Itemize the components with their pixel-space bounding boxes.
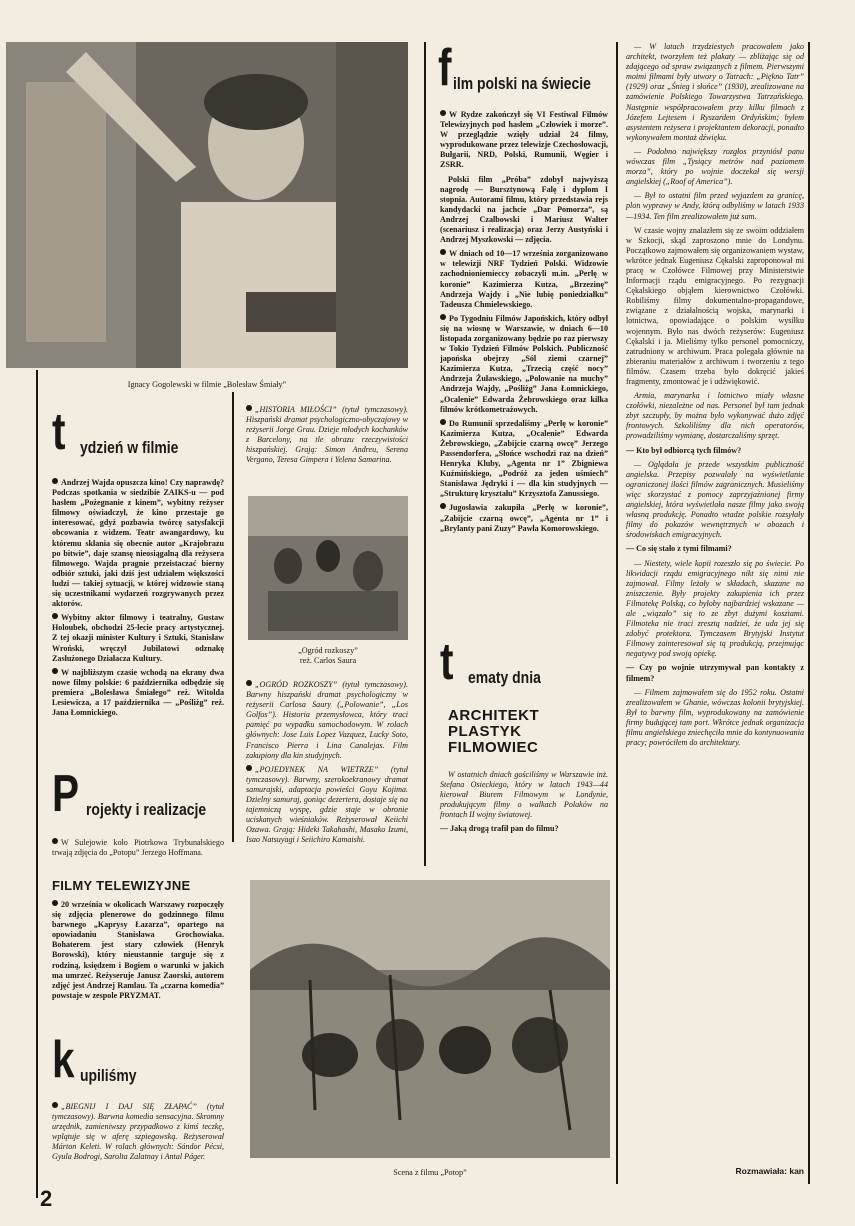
section-kupilismy: „BIEGNIJ I DAJ SIĘ ZŁAPAĆ” (tytuł tymczasowy). Barwna komedia sensacyjna. Skromny urzędnik, zamieniwszy przypadkowo z kimś teczkę, wplątuje się w aferę szpiegowską. Reżyserował Márton Keleti. W rolach głównych: Sándor Pécsi, Gyula Bodrogi, Sarolta Zalatnay i Antal Páger.	[52, 1102, 224, 1162]
heading-tematy-dnia: t ematy dnia	[440, 633, 541, 691]
interview-signature: Rozmawiała: kan	[735, 1166, 804, 1176]
column-rule-right	[616, 42, 618, 1184]
heading-film-polski-na-swiecie: f ilm polski na świecie	[438, 39, 592, 97]
column-rule-left	[36, 370, 38, 1198]
photo-ogrod-rozkoszy	[248, 496, 408, 640]
column-rule-far-right	[808, 42, 810, 1184]
photo-caption-ogrod: „Ogród rozkoszy” reż. Carlos Saura	[298, 646, 358, 665]
photo-caption-top: Ignacy Gogolewski w filmie „Bolesław Śmiały”	[127, 380, 287, 389]
heading-tydzien-w-filmie: t ydzień w filmie	[52, 403, 179, 461]
photo-potop	[250, 880, 610, 1158]
section-filmy-telewizyjne: 20 września w okolicach Warszawy rozpoczęły się zdjęcia plenerowe do godzinnego filmu barwnego „Kaprysy Łazarza”, opartego na opowiadaniu Stanisława Grochowiaka. Bohaterem jest stary człowiek (Henryk Borowski), który nieustannie targuje się z rodziną, księdzem i Bogiem o warunki w jakich ma umrzeć. Reżyseruje Janusz Zaorski, autorem zdjęć jest Andrzej Ramlau. Ta „czarna komedia” powstaje w zespole PRYZMAT.	[52, 900, 224, 1000]
section-film-polski-na-swiecie: W Rydze zakończył się VI Festiwal Filmów Telewizyjnych pod hasłem „Człowiek i morze”. W przeglądzie wzięły udział 24 filmy, wyprodukowane przez telewizje Czechosłowacji, Bułgarii, NRD, Polski, Rumunii, Węgier i ZSRR. Polski film „Próba” zdobył najwyższą nagrodę — Bursztynową Falę i dyplom I stopnia. Autorami filmu, który przedstawia rejs kandydacki na jachcie „Dar Pomorza”, są Andrzej Czalbowski i Mariusz Walter (scenariusz i realizacja) oraz Jerzy Austyński i Andrzej Myszkowski — zdjęcia. W dniach od 10—17 września zorganizowano w telewizji NRF Tydzień Polski. Widzowie zachodnioniemieccy zobaczyli m.in. „Perłę w koronie” Kazimierza Kutza, „Brzezinę” Andrzeja Wajdy i „Nie lubię poniedziałku” Tadeusza Chmielewskiego. Po Tygodniu Filmów Japońskich, który odbył się na wiosnę w Warszawie, w dniach 6—10 listopada zorganizowany będzie po raz pierwszy w Tokio Tydzień Filmów Polskich. Publiczność japońska obejrzy „Sól ziemi czarnej” Kazimierza Kutza, „Trzecią część nocy” Andrzeja Żuławskiego, „Polowanie na muchy” Andrzeja Wajdy, „Pośliżg” Jana Łomnickiego, „Ocalenie” Edwarda Żebrowskiego oraz kilka filmów krótkometrażowych. Do Rumunii sprzedaliśmy „Perłę w koronie” Kazimierza Kutza, „Ocalenie” Edwarda Żebrowskiego, „Zabijcie czarną owcę” Jerzego Passendorfera, „Słońce wschodzi raz na dzień” Henryka Kluby, „Agenta nr 1” Zbigniewa Kuźmińskiego, „Podróż za jeden uśmiech” Stanisława Jędryki i — dla kin studyjnych — „Strukturę kryształu” Krzysztofa Zanussiego. Jugosławia zakupiła „Perłę w koronie”, „Zabijcie czarną owcę”, „Agenta nr 1” i „Brylanty pani Zuzy” Pawła Komorowskiego.	[440, 110, 608, 533]
page-number: 2	[40, 1186, 53, 1211]
section-interview: — W latach trzydziestych pracowałem jako architekt, tworzyłem też plakaty — zbliżając się od zdającego od spraw związanych z filmem. Pierwszymi moimi filmami były utwory o Tatrach: „Piękno Tatr” (1929) oraz „Śnieg i słońce” (1930), zrealizowane na zamówienie Polskiego Towarzystwa Tatrzańskiego. Następnie współpracowałem przy kilku filmach z Józefem Lejtesem i Ryszardem Ordyńskim; byłem asystentem reżysera i projektantem dekoracji, ponadto wykonywałem montaż dźwięku. — Podobno największy rozgłos przyniósł panu wówczas film „Tysiący metrów nad poziomem morza”, który po wojnie doczekał się wersji angielskiej („Roof of America”). — Był to ostatni film przed wyjazdem za granicę, plon wyprawy w Andy, którą odbyliśmy w latach 1933—1934. Ten film zrealizowałem już sam. W czasie wojny znalazłem się ze swoim oddziałem w Szkocji, skąd zaproszono mnie do Londynu. Początkowo zajmowałem się organizowaniem wystaw, wkrótce jednak Eugeniusz Cękalski zaproponował mi pracę w Czołówce Filmowej przy Ministerstwie Informacji rządu emigracyjnego. Po rezygnacji Cękalskiego objąłem kierownictwo Czołówki. Robiliśmy filmy dokumentalno-propagandowe, związane z działalnością wojska, marynarki i lotnictwa, opowiadające o polskim wysiłku wojennym. Było nas dwóch reżyserów: Eugeniusz Cękalski i ja. Mieliśmy tylko personel pomocniczy, zatrudniony w archiwum. Praca polegała głównie na zbieraniu materiałów z archiwum i tworzeniu z tego filmów. Czasem trzeba było dokręcić jakieś fragmenty, zmontować je i udźwiękowić. Armia, marynarka i lotnictwo miały własne czołówki, niezależne od nas. Personel był tam jednak zbyt szczupły, by można było wykonywać dużo zdjęć frontowych. Szkoliliśmy dla nich operatorów, prowadziliśmy wymianę, dostarczaliśmy sprzęt. — Kto był odbiorcą tych filmów? — Oglądała je przede wszystkim publiczność angielska. Przepisy pozwalały na wyświetlanie ograniczonej ilości filmów zagranicznych. Musieliśmy więc skorzystać z pomocy zaprzyjaźnionej firmy angielskiej, która wyświetlała nasze filmy jako swoją własną produkcję. Ponadto wtadze polskie rozsyłały filmy do pokazów wewnętrznych w obozach i środowiskach emigracyjnych. — Co się stało z tymi filmami? — Niestety, wiele kopii rozeszło się po świecie. Po likwidacji rządu emigracyjnego nikt się nimi nie zajmował. Filmy leżały w składach, skazane na zniszczenie. Były projekty zakupienia ich przez Filmotekę Polską, co byłoby najbardziej wskazane — ale „wiązało” się to ze zbyt dużymi kosztami. Filmoteka nie traci zresztą nadziei, że uda jej się zdobyć protektora. Tymczasem Brytyjski Instytut Filmowy zainteresował się tą produkcją, przejmując negatywy pod swoją opiekę. — Czy po wojnie utrzymywał pan kontakty z filmem? — Filmem zajmowałem się do 1952 roku. Ostatni zrealizowałem w Ghanie, wówczas kolonii brytyjskiej. Był to barwny film, wyprodukowany na zamówienie firmy budującej tam port. Wkrótce jednak organizacja filmu angielskiego zniechęciła mnie do kontynuowania pracy; powróciłem do architektury.	[626, 42, 805, 748]
heading-filmy-telewizyjne: FILMY TELEWIZYJNE	[52, 878, 191, 893]
section-projekty: W Sulejowie koło Piotrkowa Trybunalskiego trwają zdjęcia do „Potopu” Jerzego Hoffmana.	[52, 838, 224, 858]
section-tydzien: Andrzej Wajda opuszcza kino! Czy naprawdę? Podczas spotkania w siedzibie ZAIKS-u — pod hasłem „Pożegnanie z kinem”, wybitny reżyser filmowy oświadczył, że kino przestaje go interesować, gdyż pozbawia twórcę satysfakcji obcowania z widzem. Teatr awangardowy, ku któremu skłania się obecnie autor „Krajobrazu po bitwie”, daje szansę nieosiągalną dla reżysera filmowego. Wajda pragnie przeistaczać bierny odbiór sztuki, jaki dziś jest udziałem większości ludzi — takiej sytuacji, w której widzowie staną się uczestnikami wydarzeń rozgrywanych przez aktorów. Wybitny aktor filmowy i teatralny, Gustaw Holoubek, obchodzi 25-lecie pracy artystycznej. Z tej okazji minister Kultury i Sztuki, Stanisław Wroński, wręczył Jubilatowi odznakę Zasłużonego Działacza Kultury. W najbliższym czasie wchodą na ekrany dwa nowe filmy polskie: 6 października odbędzie się premiera „Bolesława Śmiałego” reż. Witolda Lesiewicza, a 17 października — „Pośliżg” reż. Jana Łomnickiego.	[52, 478, 224, 718]
heading-projekty-i-realizacje: P rojekty i realizacje	[52, 765, 206, 823]
photo-boleslaw-smialy	[6, 42, 408, 368]
article-title-architekt: ARCHITEKT PLASTYK FILMOWIEC	[448, 707, 540, 756]
column-rule-mid	[424, 42, 426, 866]
photo-caption-potop: Scena z filmu „Potop”	[393, 1168, 467, 1177]
film-historia-milosci: „HISTORIA MIŁOŚCI” (tytuł tymczasowy). Hiszpański dramat psychologiczno-obyczajowy w reżyserii Jorge Grau. Dzieje młodych kochanków z Barcelony, na tle obrazu rzeczywistości hiszpańskiej. Grają: Simon Andreu, Serena Vergano, Teresa Gimpera i Yelena Samarina.	[246, 405, 408, 465]
section-tematy-dnia: W ostatnich dniach gościliśmy w Warszawie inż. Stefana Osieckiego, który w latach 1943—44 kierował Biurem Filmowym w Londynie, produkującym filmy o walkach Polaków na frontach II wojny światowej. — Jaką drogą trafił pan do filmu?	[440, 770, 608, 834]
column-rule-center	[232, 392, 234, 842]
film-ogrod-rozkoszy: „OGRÓD ROZKOSZY” (tytuł tymczasowy). Barwny hiszpański dramat psychologiczny w reżyserii Carlosa Saury („Polowanie”, „Los Golfos”). Historia przemysłowca, który traci pamięć po wypadku samochodowym. W rolach głównych: Jose Luis Lopez Vazquez, Lucky Soto, Francisco Pierra i Lina Canalejas. Film zakupiony dla kin studyjnych. „POJEDYNEK NA WIETRZE” (tytuł tymczasowy). Barwny, szerokoekranowy dramat samurajski, adaptacja powieści Goyu Kojima. Dzielny samuraj, goniąc dezertera, dostaje się na tajemniczą wyspę, gdzie staje w obronie uciskanych wieśniaków. Reżyserował Keiichi Ozawa. Grają: Hideki Takahashi, Masako Izumi, Isao Natsuyagi i Seiichiro Kamaishi.	[246, 680, 408, 845]
heading-kupilismy: k upiliśmy	[52, 1031, 137, 1089]
